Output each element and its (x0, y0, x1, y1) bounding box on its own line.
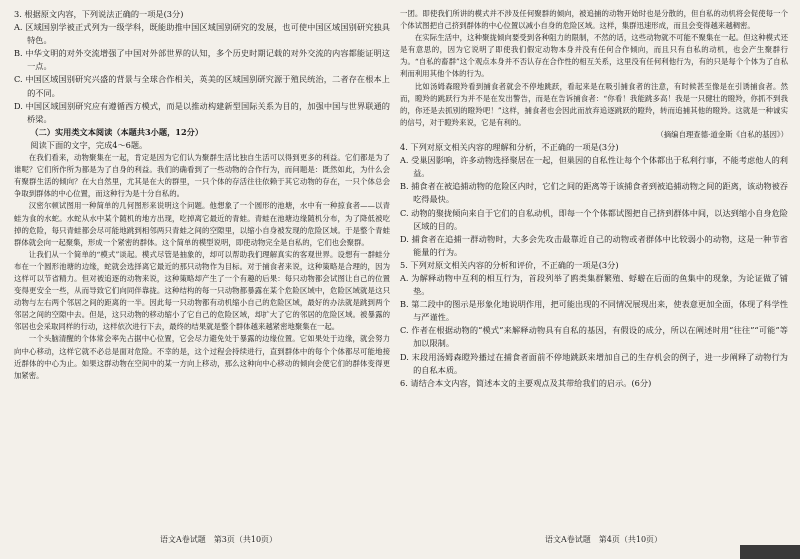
source-citation: （摘编自理查德·道金斯《自私的基因》） (656, 129, 788, 139)
q3-option-a: A. 区域国别学被正式列为一级学科，既能助推中国区域国别研究的发展，也可使中国区域国别研究独具特色。 (14, 22, 390, 46)
q3-option-b: B. 中华文明的对外交流增强了中国对外部世界的认知，多个历史时期记载的对外交流的内容都能证明这一点。 (14, 48, 390, 72)
passage-paragraph: 让我们从一个简单的“模式”谈起。模式尽管是抽象的，却可以帮助我们理解真实的客观世界。设想有一群蛙分布在一个圆形池塘的边缘，蛇就会选择离它最近的那只动物作为目标。对于捕食者来说，这种策略是合理的，因为这样可以节省精力。但对被追逐的动物来说，这种策略却产生了一个有趣的后果：每只动物都会试图让自己的位置变得更安全一些，从而导致它们向同伴靠拢。这种结构的每一只动物都暴露在某个危险区域中，危险区域就是这只动物与左右两个邻居之间的距离的一半。因此每一只动物都有动机缩小自己的危险区域，最好的办法就是跳到两个邻居之间的空隙中去。但是，这只动物的移动缩小了它自己的危险区域，却扩大了它的邻居的危险区域。被暴露的邻居也会采取同样的行动，这样依次进行下去，最终的结果就是整个群体越来越紧密地聚集在一起。 (14, 249, 390, 332)
question-3-stem: 3. 根据原文内容，下列说法正确的一项是(3分) (14, 9, 184, 19)
q4-option-b: B. 捕食者在被追捕动物的危险区内时，它们之间的距离等于该捕食者到被追捕动物之间的距离，该动物被吞吃得最快。 (400, 181, 788, 205)
reading-instruction: 阅读下面的文字，完成4～6题。 (30, 139, 148, 150)
question-5-stem: 5. 下列对原文相关内容的分析和评价，不正确的一项是(3分) (400, 259, 619, 270)
q4-option-a: A. 受巢因影响，许多动物选择聚居在一起，但巢因的自私性让每个个体都出于私利行事，不能考虑他人的利益。 (400, 155, 788, 179)
q5-option-a: A. 为解释动物中互利的相互行为，首段列举了鸥类集群繁殖、蜉蝣在后面的鱼集中的现象，为论证做了铺垫。 (400, 272, 788, 297)
footer-page-3: 语文A卷试题 第3页（共10页） (160, 535, 278, 544)
left-page (14, 8, 390, 382)
passage-paragraph: 比如汤姆森瞪羚看到捕食者就会不停地跳跃，看起来是在吸引捕食者的注意，有时候甚至像是在引诱捕食者。然而，瞪羚的跳跃行为并不是在发出警告，而是在告诉捕食者：“你看！我能跳多高！我是一只健壮的瞪羚，你抓不到我的，你还是去抓别的瞪羚吧！”这样，捕食者也会因此而放弃追逐跳跃的瞪羚，转而追捕其他的瞪羚。这就是一种诚实的信号，对于瞪羚来说，它是有利的。 (400, 81, 788, 127)
q4-option-c: C. 动物的聚拢倾向来自于它们的自私动机，即每一个个体都试图把自己挤到群体中间，以达到缩小自身危险区域的目的。 (400, 207, 788, 231)
q5-option-c: C. 作者在根据动物的“模式”来解释动物具有自私的基因，有假设的成分，所以在阐述时用“往往”“可能”等加以限制。 (400, 325, 788, 349)
footer-page-4: 语文A卷试题 第4页（共10页） (545, 535, 663, 544)
q5-option-b: B. 第二段中的图示是形象化地说明作用，把可能出现的不同情况展现出来，使表意更加全面，体现了科学性与严谨性。 (400, 299, 788, 323)
section-heading: （二）实用类文本阅读（本题共3小题，12分） (30, 126, 204, 137)
q5-option-d: D. 末段用汤姆森瞪羚播过在捕食者面前不停地跳跃来增加自己的生存机会的例子，进一步阐释了动物行为的自私本质。 (400, 351, 788, 375)
passage-paragraph: 汉密尔顿试图用一种简单的几何图形来说明这个问题。他想象了一个圆形的池塘，水中有一种掠食者——以青蛙为食的水蛇。水蛇从水中某个随机的地方出现，吃掉离它最近的青蛙。青蛙在池塘边缘随机分布，为了降低被吃掉的危险，每只青蛙都会尽可能地跳到相邻两只青蛙之间的空隙里，以缩小自身被发现的危险区域。于是整个青蛙群体就会向一起聚集，形成一个紧密的群体。这个简单的模型说明，即使动物完全是自私的，它们也会聚群。 (14, 201, 390, 247)
passage-paragraph: 一团。即使我们所讲的模式并不涉及任何聚群的倾向，被追捕的动物开始时也是分散的，但自私的动机将会促使每一个个体试图把自己挤到群体的中心位置以减小自身的危险区域。这样，集群迅速形成，而且会变得越来越稠密。 (400, 9, 788, 31)
right-page (400, 8, 788, 390)
q4-option-d: D. 捕食者在追捕一群动物时，大多会先攻击最靠近自己的动物或者群体中比较弱小的动物，这是一种节省能量的行为。 (400, 233, 788, 257)
passage-paragraph: 在实际生活中，这种聚拢倾向要受到各种阻力的限制，不然的话，这些动物就不可能不聚集在一起。但这种模式还是有意思的，因为它说明了即使我们假定动物本身并没有任何合作倾向，而且只有自私的动机，也会产生聚群行为。“自私的畜群”这个观点本身并不否认存在合作性的相互关系，这里没有任何利他行为，有的只是每个个体为了自私利而利用其他个体的行为。 (400, 33, 788, 79)
question-4-stem: 4. 下列对原文相关内容的理解和分析，不正确的一项是(3分) (400, 142, 619, 153)
q3-option-d: D. 中国区域国别研究应有遵循西方模式，而是以推动构建新型国际关系为目的，加强中国与世界联通的桥梁。 (14, 100, 390, 124)
passage-paragraph: 在我们看来，动物聚集在一起，肯定是因为它们认为聚群生活比独自生活可以得到更多的利益。它们都是为了谁呢？它们所作所为都是为了自身的利益。我们的确看到了一些动物的合作行为，而问题是：既然如此，为什么会有聚群生活的倾向？在大自然里，尤其是在大的群里，一只个体的存活往往依赖于其它动物的存在，一只个体总会争取到群体的中心位置，而这种行为是十分自私的。 (14, 153, 390, 199)
question-6-stem: 6. 请结合本文内容，简述本文的主要观点及其带给我们的启示。(6分) (400, 377, 652, 388)
passage-paragraph: 一个头脑清醒的个体常会率先占据中心位置，它会尽力避免处于暴露的边缘位置。它如果处于边缘，就会努力向中心移动，这样它就不必总是面对危险。不幸的是，这个过程会持续进行，直到群体中的每个个体都尽可能地接近群体的中心为止。如果这群动物在空间中的某一方向上移动，那么这种向中心移动的倾向会使它们的群体变得更加紧密。 (14, 334, 390, 380)
corner-bar (740, 545, 800, 559)
q3-option-c: C. 中国区域国别研究兴盛的背景与全球合作相关，英美的区域国别研究源于殖民统治，二者存在根本上的不同。 (14, 74, 390, 98)
